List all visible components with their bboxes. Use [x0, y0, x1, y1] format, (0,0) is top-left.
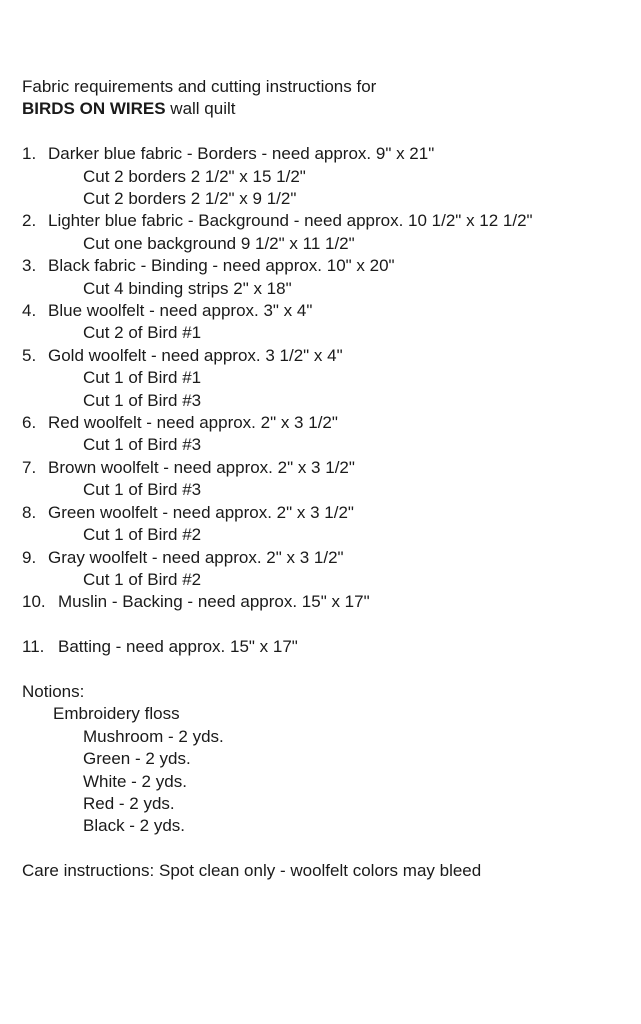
- spacer: [22, 659, 632, 681]
- item-text: Muslin - Backing - need approx. 15" x 17": [58, 592, 370, 612]
- item-text: Brown woolfelt - need approx. 2" x 3 1/2": [48, 457, 355, 477]
- cut-instruction: Cut one background 9 1/2" x 11 1/2": [83, 233, 355, 253]
- quilt-title: [22, 98, 632, 120]
- spacer: [22, 838, 632, 860]
- item-number: 4.: [22, 301, 37, 321]
- item-text: Batting - need approx. 15" x 17": [58, 637, 298, 657]
- item-number: 3.: [22, 256, 37, 276]
- floss-item: White - 2 yds.: [83, 771, 187, 791]
- item-number: 10.: [22, 592, 46, 612]
- cut-instruction: Cut 1 of Bird #3: [83, 435, 202, 455]
- item-number: 5.: [22, 345, 37, 365]
- item-text: Blue woolfelt - need approx. 3" x 4": [48, 301, 313, 321]
- quilt-title-bold: BIRDS ON WIRES: [22, 99, 166, 119]
- item-number: 11.: [22, 637, 45, 657]
- cut-instruction: Cut 2 borders 2 1/2" x 9 1/2": [83, 189, 297, 209]
- cut-instruction: Cut 2 of Bird #1: [83, 323, 202, 343]
- list-item: [22, 547, 632, 569]
- spacer: [22, 121, 632, 143]
- item-number: 8.: [22, 502, 37, 522]
- item-number: 2.: [22, 211, 37, 231]
- list-item: [22, 636, 632, 658]
- cut-instruction: Cut 1 of Bird #3: [83, 390, 202, 410]
- list-item: [22, 412, 632, 434]
- quilt-title-rest: wall quilt: [165, 99, 236, 119]
- list-item: [22, 210, 632, 232]
- item-text: Lighter blue fabric - Background - need approx. 10 1/2" x 12 1/2": [48, 211, 533, 231]
- cut-instruction: Cut 1 of Bird #2: [83, 525, 202, 545]
- care-instructions: Care instructions: Spot clean only - woolfelt colors may bleed: [22, 861, 482, 881]
- item-text: Red woolfelt - need approx. 2" x 3 1/2": [48, 413, 338, 433]
- floss-item: Mushroom - 2 yds.: [83, 726, 224, 746]
- cut-instruction: Cut 4 binding strips 2" x 18": [83, 278, 292, 298]
- floss-item: Green - 2 yds.: [83, 749, 191, 769]
- document-page: [22, 76, 632, 883]
- cut-instruction: Cut 1 of Bird #2: [83, 569, 202, 589]
- cut-instruction: Cut 1 of Bird #1: [83, 368, 202, 388]
- list-item: [22, 345, 632, 367]
- heading-line: Fabric requirements and cutting instructions for: [22, 77, 377, 96]
- list-item: [22, 457, 632, 479]
- floss-item: Black - 2 yds.: [83, 816, 186, 836]
- cut-instruction: Cut 2 borders 2 1/2" x 15 1/2": [83, 166, 306, 186]
- item-number: 1.: [22, 144, 37, 164]
- notions-subheading: Embroidery floss: [53, 704, 180, 724]
- cut-instruction: Cut 1 of Bird #3: [83, 480, 202, 500]
- item-number: 7.: [22, 457, 37, 477]
- item-text: Gold woolfelt - need approx. 3 1/2" x 4": [48, 345, 343, 365]
- list-item: [22, 143, 632, 165]
- list-item: [22, 502, 632, 524]
- item-number: 9.: [22, 547, 37, 567]
- item-text: Black fabric - Binding - need approx. 10" x 20": [48, 256, 395, 276]
- item-text: Gray woolfelt - need approx. 2" x 3 1/2": [48, 547, 344, 567]
- item-number: 6.: [22, 413, 37, 433]
- list-item: [22, 255, 632, 277]
- notions-heading: Notions:: [22, 681, 85, 701]
- item-text: Darker blue fabric - Borders - need approx. 9" x 21": [48, 144, 435, 164]
- list-item: [22, 591, 632, 613]
- spacer: [22, 614, 632, 636]
- floss-item: Red - 2 yds.: [83, 793, 175, 813]
- list-item: [22, 300, 632, 322]
- item-text: Green woolfelt - need approx. 2" x 3 1/2": [48, 502, 354, 522]
